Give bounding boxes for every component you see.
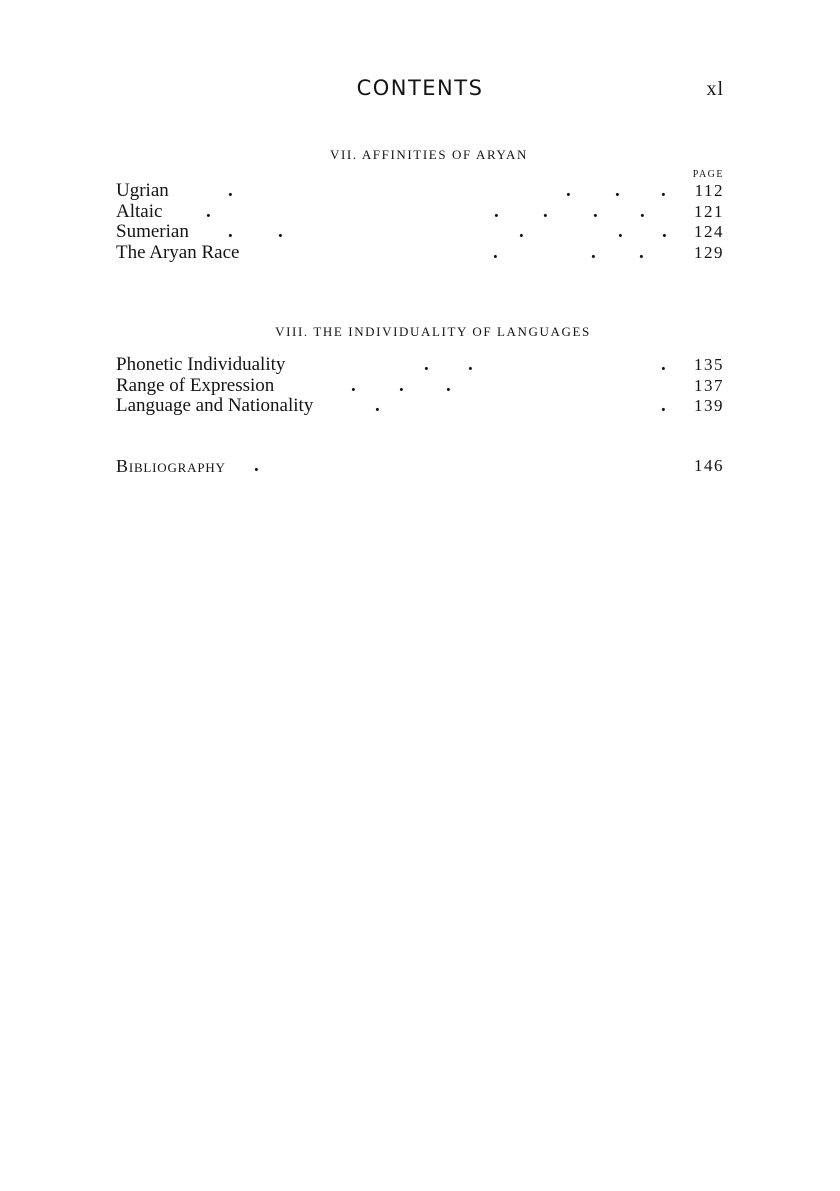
toc-entry-title: Phonetic Individuality [116,354,286,375]
dot-leader: . . [375,395,666,416]
toc-entry-title: Range of Expression [116,374,275,396]
toc-entry-page: 129 [694,242,724,262]
toc-entry-title: Language and Nationality [116,395,314,416]
toc-entry[interactable] [116,202,724,223]
section-affinities-of-aryan [116,147,724,263]
dot-leader: . . . [424,354,666,375]
bibliography-section [116,456,724,477]
toc-entry-page: 146 [694,456,724,475]
toc-entry-page: 112 [694,181,724,200]
dot-leader: . . . [351,374,451,396]
toc-entry-page: 121 [694,201,724,221]
dot-leader: . . . . . [228,221,667,242]
toc-entry[interactable] [116,396,724,417]
running-title: CONTENTS [356,76,484,100]
dot-leader: . . . . [228,180,666,201]
page-number: xl [706,78,724,100]
toc-entry-title: BIBLIOGRAPHY [116,456,226,476]
toc-entry-page: 124 [694,222,724,241]
toc-entry[interactable] [116,243,724,264]
toc-entry[interactable] [116,376,724,397]
section-individuality-of-languages [116,324,724,417]
toc-entry[interactable] [116,355,724,376]
dot-leader: . [254,455,259,476]
toc-entry[interactable] [116,181,724,202]
toc-entry-title: The Aryan Race [116,241,240,263]
toc-entry-page: 137 [694,375,724,395]
toc-entry-bibliography[interactable] [116,456,724,477]
dot-leader: . . . . . [206,200,645,222]
section-heading: VIII. THE INDIVIDUALITY OF LANGUAGES [275,324,591,339]
toc-entry-title: Ugrian [116,180,169,201]
toc-entry[interactable] [116,222,724,243]
dot-leader: . . . [493,241,644,263]
page-column-label: PAGE [692,169,724,180]
section-heading: VII. AFFINITIES OF ARYAN [329,147,529,162]
toc-entry-title: Sumerian [116,221,189,242]
toc-entry-title: Altaic [116,200,163,222]
toc-entry-page: 135 [694,355,724,374]
toc-entry-page: 139 [694,396,724,415]
running-head [0,76,840,104]
